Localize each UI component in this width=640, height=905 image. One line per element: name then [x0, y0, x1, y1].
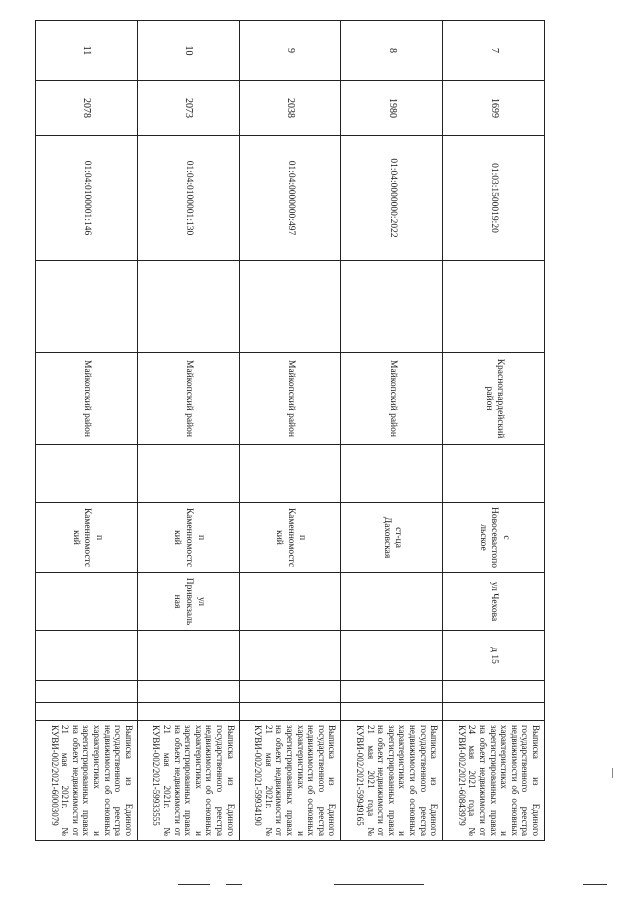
street-cell	[239, 573, 341, 631]
row-number: 9	[239, 21, 341, 81]
cadastral-number: 01:04:0100001:130	[137, 136, 239, 261]
settlement-cell: п Каменномостский	[36, 503, 138, 573]
empty-cell	[137, 681, 239, 703]
district-cell: Майкопский район	[137, 353, 239, 445]
house-cell: д 15	[443, 631, 545, 681]
empty-cell	[36, 261, 138, 353]
district-cell: Майкопский район	[341, 353, 443, 445]
settlement-cell: п Каменномостский	[239, 503, 341, 573]
settlement-cell: ст-ца Даховская	[341, 503, 443, 573]
cadastral-number: 01:04:0000000:2022	[341, 136, 443, 261]
registry-extract-text: Выписка из Единого государственного реестра недвижимости об основных характеристиках и зарегистрированных правах на объект недвижимости от 21 мая 2021г. № КУВИ-002/2021-59934190	[239, 721, 341, 841]
row-number: 10	[137, 21, 239, 81]
register-number: 2078	[36, 81, 138, 136]
house-cell	[341, 631, 443, 681]
row-number: 11	[36, 21, 138, 81]
empty-cell	[239, 261, 341, 353]
register-number: 2073	[137, 81, 239, 136]
empty-cell	[341, 261, 443, 353]
empty-cell	[36, 703, 138, 721]
table-row	[137, 21, 239, 841]
row-number: 8	[341, 21, 443, 81]
house-cell	[239, 631, 341, 681]
empty-cell	[341, 703, 443, 721]
scan-artifact-line	[226, 884, 242, 885]
empty-cell	[239, 445, 341, 503]
table-row	[36, 21, 138, 841]
table-row	[239, 21, 341, 841]
empty-cell	[137, 261, 239, 353]
district-cell: Майкопский район	[239, 353, 341, 445]
house-cell	[137, 631, 239, 681]
street-cell	[341, 573, 443, 631]
empty-cell	[443, 445, 545, 503]
table-row	[341, 21, 443, 841]
empty-cell	[36, 445, 138, 503]
scan-artifact-line	[583, 884, 607, 885]
register-number: 2038	[239, 81, 341, 136]
empty-cell	[443, 681, 545, 703]
registry-extract-text: Выписка из Единого государственного реестра недвижимости об основных характеристиках и зарегистрированных правах на объект недвижимости от 24 мая 2021 года № КУВИ-002/2021-60843979	[443, 721, 545, 841]
street-cell	[36, 573, 138, 631]
cadastral-number: 01:04:0000000:497	[239, 136, 341, 261]
property-register-sheet	[35, 20, 545, 840]
empty-cell	[443, 703, 545, 721]
street-cell: ул Привокзальная	[137, 573, 239, 631]
cadastral-number: 01:03:1500019:20	[443, 136, 545, 261]
empty-cell	[341, 681, 443, 703]
registry-extract-text: Выписка из Единого государственного реестра недвижимости об основных характеристиках и зарегистрированных правах на объект недвижимости от 21 мая 2021г. № КУВИ-002/2021-60003079	[36, 721, 138, 841]
cadastral-number: 01:04:0100001:146	[36, 136, 138, 261]
scan-artifact-mark	[612, 768, 613, 778]
registry-extract-text: Выписка из Единого государственного реестра недвижимости об основных характеристиках и зарегистрированных правах на объект недвижимости от 21 мая 2021 года № КУВИ-002/2021-59949165	[341, 721, 443, 841]
district-cell: Красногвардейский район	[443, 353, 545, 445]
empty-cell	[137, 445, 239, 503]
district-cell: Майкопский район	[36, 353, 138, 445]
scan-artifact-line	[178, 884, 210, 885]
settlement-cell: с Новосевастопольское	[443, 503, 545, 573]
empty-cell	[341, 445, 443, 503]
empty-cell	[443, 261, 545, 353]
empty-cell	[36, 681, 138, 703]
table-row	[443, 21, 545, 841]
property-table	[35, 20, 545, 841]
empty-cell	[137, 703, 239, 721]
register-number: 1980	[341, 81, 443, 136]
registry-extract-text: Выписка из Единого государственного реестра недвижимости об основных характеристиках и зарегистрированных правах на объект недвижимости от 21 мая 2021г. № КУВИ-002/2021-59933555	[137, 721, 239, 841]
house-cell	[36, 631, 138, 681]
row-number: 7	[443, 21, 545, 81]
street-cell: ул Чехова	[443, 573, 545, 631]
empty-cell	[239, 681, 341, 703]
settlement-cell: п Каменномостский	[137, 503, 239, 573]
empty-cell	[239, 703, 341, 721]
scan-artifact-line	[334, 884, 424, 885]
register-number: 1699	[443, 81, 545, 136]
